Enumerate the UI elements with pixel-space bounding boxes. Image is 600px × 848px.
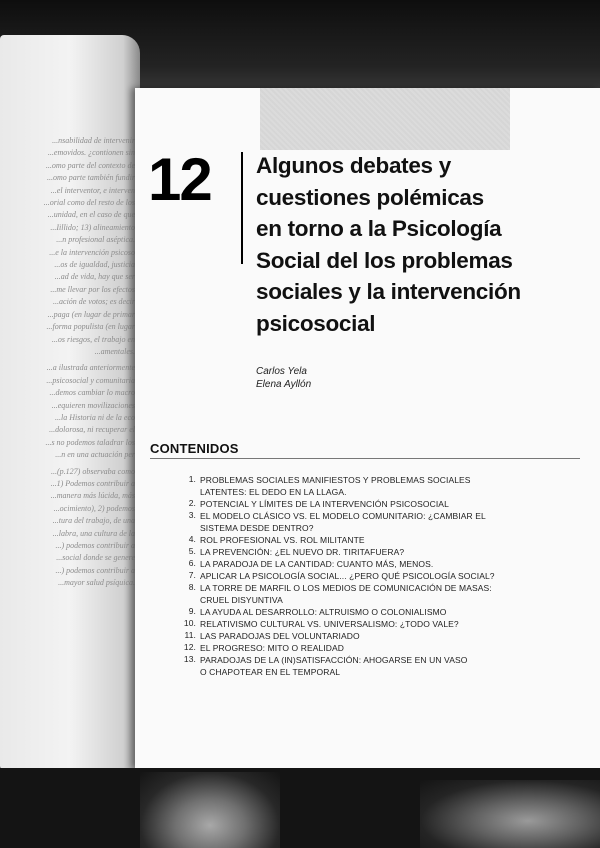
contents-item-number: 4. [188,534,196,544]
facing-page-line: ...la Historia ni de la eco [55,412,135,422]
contents-item-line: POTENCIAL Y LÍMITES DE LA INTERVENCIÓN PSICOSOCIAL [200,499,449,509]
facing-page [0,35,140,770]
contents-item-number: 10. [183,618,196,628]
facing-page-line: ...os de igualdad, justicia [54,260,135,270]
facing-page-line: ...demos cambiar lo macro [49,388,135,398]
contents-item-text [200,546,530,558]
facing-page-line: ...os riesgos, el trabajo en [51,334,135,344]
facing-page-line: ...dolorosa, ni recuperar el [49,425,135,435]
contents-item-line: CRUEL DISYUNTIVA [200,595,283,605]
contents-item-line: LAS PARADOJAS DEL VOLUNTARIADO [200,631,360,641]
facing-page-line: ...emovidos. ¿contionen sin [47,148,135,158]
table-of-contents [170,474,530,678]
contents-item-line: EL PROGRESO: MITO O REALIDAD [200,643,345,653]
title-line: Algunos debates y [256,153,451,178]
contents-item [170,606,530,618]
chapter-title [256,150,586,339]
facing-page-line: ...amentales. [94,346,135,356]
facing-page-line: ...ad de vida, hay que ser [54,272,135,282]
contents-item-line: SISTEMA DESDE DENTRO? [200,523,314,533]
facing-page-line: ...me llevar por los efectos [50,284,135,294]
facing-page-line: ...el interventor, e interven [50,185,135,195]
title-line: sociales y la intervención [256,279,521,304]
facing-page-line: ...manera más lúcida, más [50,491,135,501]
contents-item-text [200,642,530,654]
facing-page-line: ...n profesional aséptica. [56,235,135,245]
contents-item-line: LA AYUDA AL DESARROLLO: ALTRUISMO O COLONIALISMO [200,607,447,617]
facing-page-line: ...mayor salud psíquica. [58,578,135,588]
contents-item-text [200,474,530,498]
facing-page-line: ...omo parte del contexto de [45,160,135,170]
contents-item-number: 13. [183,654,196,664]
contents-item [170,558,530,570]
facing-page-line: ...) podemos contribuir a [55,565,135,575]
contents-item [170,498,530,510]
contents-item-line: LA PREVENCIÓN: ¿EL NUEVO DR. TIRITAFUERA? [200,547,405,557]
contents-item-line: LA TORRE DE MARFIL O LOS MEDIOS DE COMUNICACIÓN DE MASAS: [200,583,492,593]
contents-item-number: 2. [188,498,196,508]
contents-item-line: PROBLEMAS SOCIALES MANIFIESTOS Y PROBLEMAS SOCIALES [200,475,471,485]
facing-page-line: ...unidad, en el caso de que [47,210,135,220]
contents-item [170,546,530,558]
contents-item [170,642,530,654]
facing-page-line: ...ocimiento), 2) podemos [53,503,135,513]
contents-item-line: RELATIVISMO CULTURAL VS. UNIVERSALISMO: ¿TODO VALE? [200,619,459,629]
facing-page-line: ...paga (en lugar de primar [47,309,135,319]
facing-page-line: ...s no podemos taladrar los [45,437,135,447]
contents-item-text [200,570,530,582]
contents-item [170,474,530,498]
contents-divider [150,458,580,459]
contents-item-text [200,510,530,534]
facing-page-line: ...n en una actuación per [55,450,135,460]
title-line: psicosocial [256,310,376,336]
contents-item-number: 9. [188,606,196,616]
contents-item-number: 7. [188,570,196,580]
facing-page-line: ...equieren movilizaciones [51,400,135,410]
facing-page-text [0,135,135,590]
title-line: Social del los problemas [256,247,513,273]
contents-item-number: 5. [188,546,196,556]
contents-item-text [200,606,530,618]
facing-page-line: ...(p.127) observaba como [51,466,135,476]
contents-item-text [200,534,530,546]
facing-page-line: ...1) Podemos contribuir a [50,478,135,488]
contents-item [170,534,530,546]
contents-item [170,618,530,630]
contents-item-number: 3. [188,510,196,520]
contents-item-text [200,630,530,642]
title-line: cuestiones polémicas [256,184,484,210]
contents-item-number: 11. [184,630,196,640]
contents-item-line: O CHAPOTEAR EN EL TEMPORAL [200,667,341,677]
contents-item [170,510,530,534]
contents-item-line: EL MODELO CLÁSICO VS. EL MODELO COMUNITARIO: ¿CAMBIAR EL [200,511,486,521]
facing-page-line: ...a ilustrada anteriormente [46,363,135,373]
contents-item-text [200,558,530,570]
author-name: Carlos Yela [256,366,307,377]
contents-item-text [200,498,530,510]
title-divider [241,152,243,264]
facing-page-line: ...social donde se genere [56,553,135,563]
contents-item-text [200,654,530,678]
facing-page-line: ...e la intervención psicoso [49,247,135,257]
facing-page-line: ...omo parte también fundir [47,173,135,183]
title-line: en torno a la Psicología [256,216,502,241]
facing-page-line: ...tura del trabajo, de una [52,516,135,526]
facing-page-line: ...Iillido; 13) alineamiento [50,222,135,232]
contents-item-number: 6. [188,558,196,568]
cover-image-fragment [420,780,600,848]
facing-page-line: ...forma populista (en lugar [46,322,135,332]
contents-item [170,570,530,582]
contents-item-number: 1. [188,474,196,484]
facing-page-line: ...psicosocial y comunitaria [46,375,135,385]
contents-item-text [200,618,530,630]
contents-heading: CONTENIDOS [150,441,239,456]
facing-page-line: ...orial como del resto de los [43,198,135,208]
author-name: Elena Ayllón [256,379,312,390]
contents-item-number: 8. [188,582,196,592]
contents-item-text [200,582,530,606]
facing-page-line: ...labra, una cultura de la [52,528,135,538]
header-shading [260,88,510,150]
contents-item-line: PARADOJAS DE LA (IN)SATISFACCIÓN: AHOGARSE EN UN VASO [200,655,468,665]
facing-page-line: ...ación de votos; es decir [53,297,135,307]
contents-item-line: LATENTES: EL DEDO EN LA LLAGA. [200,487,347,497]
facing-page-line: ...) podemos contribuir a [55,541,135,550]
chapter-number: 12 [148,146,211,213]
contents-item [170,630,530,642]
facing-page-line: ...nsabilidad de intervenir [52,136,135,145]
contents-item [170,582,530,606]
contents-item-line: APLICAR LA PSICOLOGÍA SOCIAL... ¿PERO QUÉ PSICOLOGÍA SOCIAL? [200,571,495,581]
contents-item-number: 12. [183,642,196,652]
contents-item [170,654,530,678]
cover-image-fragment [140,772,280,848]
contents-item-line: ROL PROFESIONAL VS. ROL MILITANTE [200,535,365,545]
contents-item-line: LA PARADOJA DE LA CANTIDAD: CUANTO MÁS, MENOS. [200,559,434,569]
